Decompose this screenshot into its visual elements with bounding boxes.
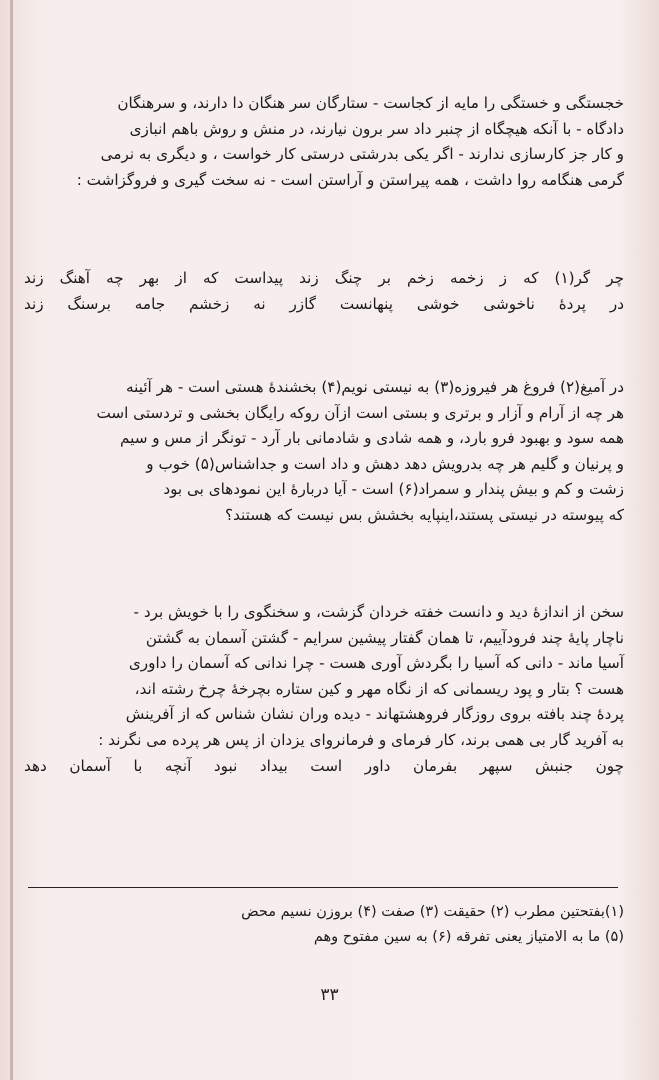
text-line: هر چه از آرام و آزار و برتری و بستی است ازآن روکه رایگان بخشی و تردستی است: [96, 403, 624, 422]
text-line: هست ؟ بتار و پود ریسمانی که از نگاه مهر و کین ستاره بچرخهٔ چرخ رشته اند،: [134, 679, 624, 698]
text-line: آسیا ماند - دانی که آسیا را بگردش آوری هست - چرا ندانی که آسمان را داوری: [128, 654, 624, 673]
verse-1: [24, 266, 624, 317]
text-line: که پیوسته در نیستی پستند،اینپایه بخشش بس نیست که هستند؟: [225, 505, 624, 524]
text-line: و پرنیان و گلیم هر چه بدرویش دهد دهش و داد است و جداشناس(۵) خوب و: [146, 454, 624, 473]
footnote-line-1: (۱)بفتحتین مطرب (۲) حقیقت (۳) صفت (۴) بروزن نسیم محض: [241, 904, 624, 920]
verse-line: چر گر(۱) که ز زخمه زخم بر چنگ زند پیداست که از بهر چه آهنگ زند: [24, 269, 624, 287]
text-line: گرمی هنگامه روا داشت ، همه پیراستن و آراستن است - نه سخت گیری و فروگزاشت :: [76, 170, 624, 189]
text-line: همه سود و بهبود فرو بارد، و همه شادی و شادمانی بار آرد - تونگر از مس و سیم: [120, 429, 624, 448]
text-line: و کار جز کارسازی ندارند - اگر یکی بدرشتی درستی کار خواست ، و دیگری به نرمی: [100, 145, 624, 164]
text-line: زشت و کم و بیش پندار و سمراد(۶) است - آیا دربارهٔ این نمودهای بی بود: [163, 480, 624, 499]
paragraph-4: [24, 600, 624, 779]
footnote-line-2: (۵) ما به الامتیاز یعنی تفرقه (۶) به سین مفتوح وهم: [313, 929, 624, 945]
verse-line: چون جنبش سپهر بفرمان داور است بیداد نبود آنچه با آسمان دهد: [24, 756, 624, 775]
verse-line: در پردهٔ ناخوشی خوشی پنهانست گازر نه زخشم جامه برسنگ زند: [24, 294, 624, 313]
text-line: به آفرید گار بی همی برند، کار فرمای و فرمانروای یزدان از پس هر پرده می نگرند :: [98, 730, 624, 749]
text-line: خجستگی و خستگی را مایه از کجاست - ستارگان سر هنگان دا دارند، و سرهنگان: [117, 94, 624, 112]
binding-edge: [10, 0, 13, 1080]
footnote-divider: [28, 887, 618, 888]
text-line: ناچار پایهٔ چند فرودآییم، تا همان گفتار پیشین سرایم - گشتن آسمان به گشتن: [145, 628, 624, 647]
page-number: ۳۳: [320, 985, 339, 1005]
paragraph-3: [24, 375, 624, 529]
text-line: در آمیغ(۲) فروغ هر فیروزه(۳) به نیستی نویم(۴) بخشندهٔ هستی است - هر آئینه: [126, 378, 624, 396]
text-line: دادگاه - با آنکه هیچگاه از چنبر داد سر برون نیارند، در منش و روش باهم انبازی: [129, 119, 624, 138]
text-line: سخن از اندازهٔ دید و دانست خفته خردان گزشت، و سخنگوی را با خویش برد -: [133, 603, 624, 621]
text-line: پردهٔ چند بافته بروی روزگار فروهشتهاند - دیده وران نشان شناس که از آفرینش: [125, 705, 624, 724]
paragraph-1: [24, 91, 624, 193]
